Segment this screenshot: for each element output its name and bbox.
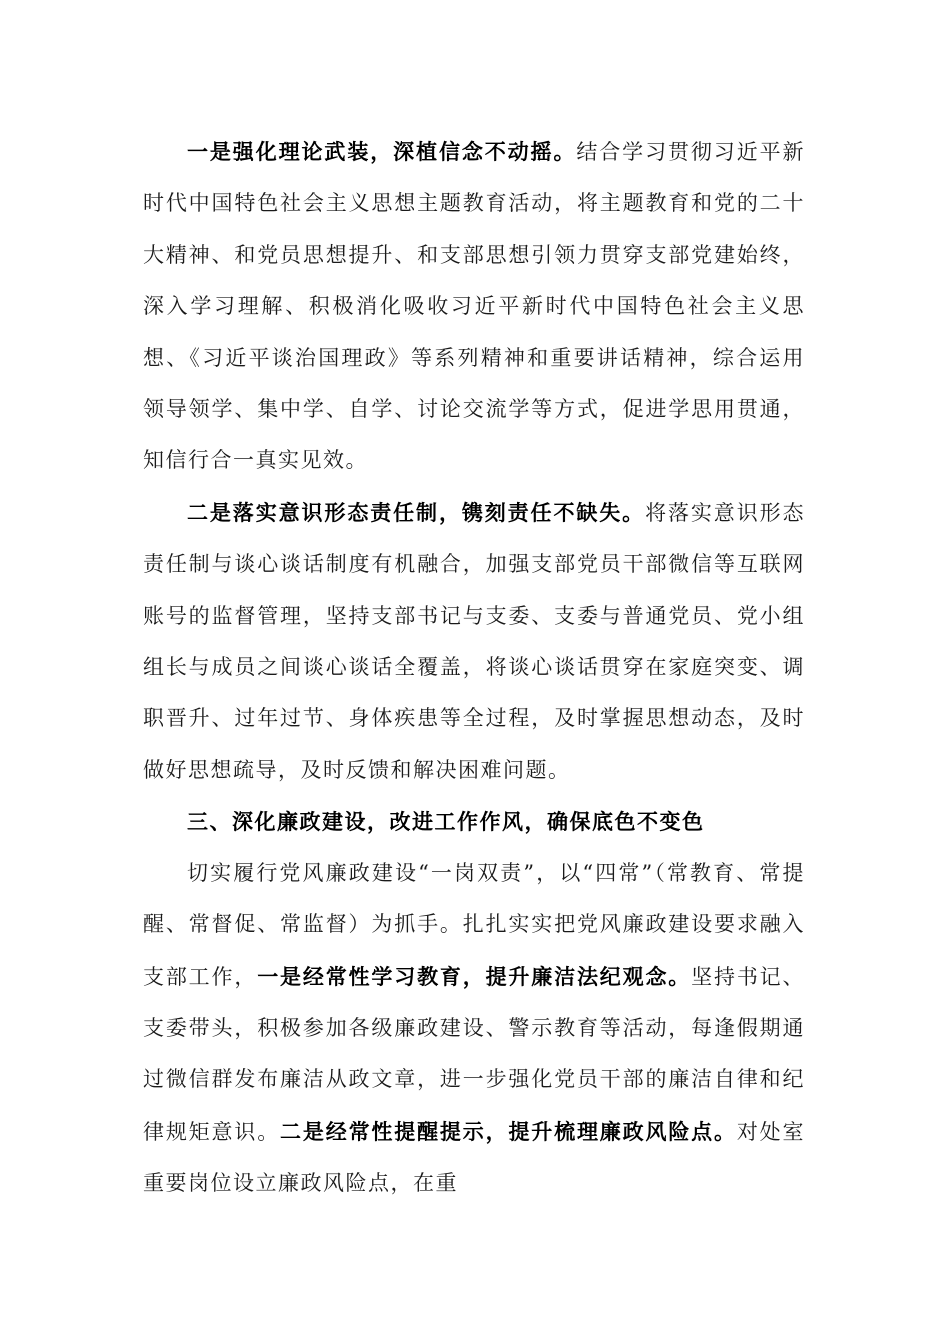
paragraph-body-text: 坚持书记、支委带头，积极参加各级廉政建设、警示教育等活动，每逢假期通过微信群发布廉洁从政文章，进一步强化党员干部的廉洁自律和纪律规矩意识。 [143, 964, 806, 1144]
paragraph-lead-text: 一是经常性学习教育，提升廉洁法纪观念。 [257, 963, 692, 989]
paragraph-ideology-responsibility [143, 487, 805, 796]
paragraph-body-text: 对处室重要岗位设立廉政风险点，在重 [143, 1119, 806, 1196]
paragraph-lead-text: 一是强化理论武装，深植信念不动摇。 [187, 139, 577, 164]
paragraph-lead-text: 二是落实意识形态责任制，镌刻责任不缺失。 [187, 499, 646, 525]
paragraph-body-text: 将落实意识形态责任制与谈心谈话制度有机融合，加强支部党员干部微信等互联网账号的监督管理，坚持支部书记与支委、支委与普通党员、党小组组长与成员之间谈心谈话全覆盖，将谈心谈话贯穿在家庭突变、调职晋升、过年过节、身体疾患等全过程，及时掌握思想动态，及时做好思想疏导，及时反馈和解决困难问题。 [143, 500, 806, 782]
paragraph-integrity-building [143, 848, 805, 1210]
paragraph-intro-text: 切实履行党风廉政建设“一岗双责”，以“四常”（常教育、常提醒、常督促、常监督）为抓手。扎扎实实把党风廉政建设要求融入支部工作， [143, 860, 805, 989]
paragraph-body-text: 结合学习贯彻习近平新时代中国特色社会主义思想主题教育活动，将主题教育和党的二十大精神、和党员思想提升、和支部思想引领力贯穿支部党建始终，深入学习理解、积极消化吸收习近平新时代中国特色社会主义思想、《习近平谈治国理政》等系列精神和重要讲话精神，综合运用领导领学、集中学、自学、讨论交流学等方式，促进学思用贯通，知信行合一真实见效。 [143, 140, 806, 473]
document-page [143, 126, 805, 1210]
paragraph-lead-text: 二是经常性提醒提示，提升梳理廉政风险点。 [280, 1118, 737, 1144]
section-heading-three: 三、深化廉政建设，改进工作作风，确保底色不变色 [187, 809, 705, 835]
paragraph-theory-armament [143, 126, 805, 487]
